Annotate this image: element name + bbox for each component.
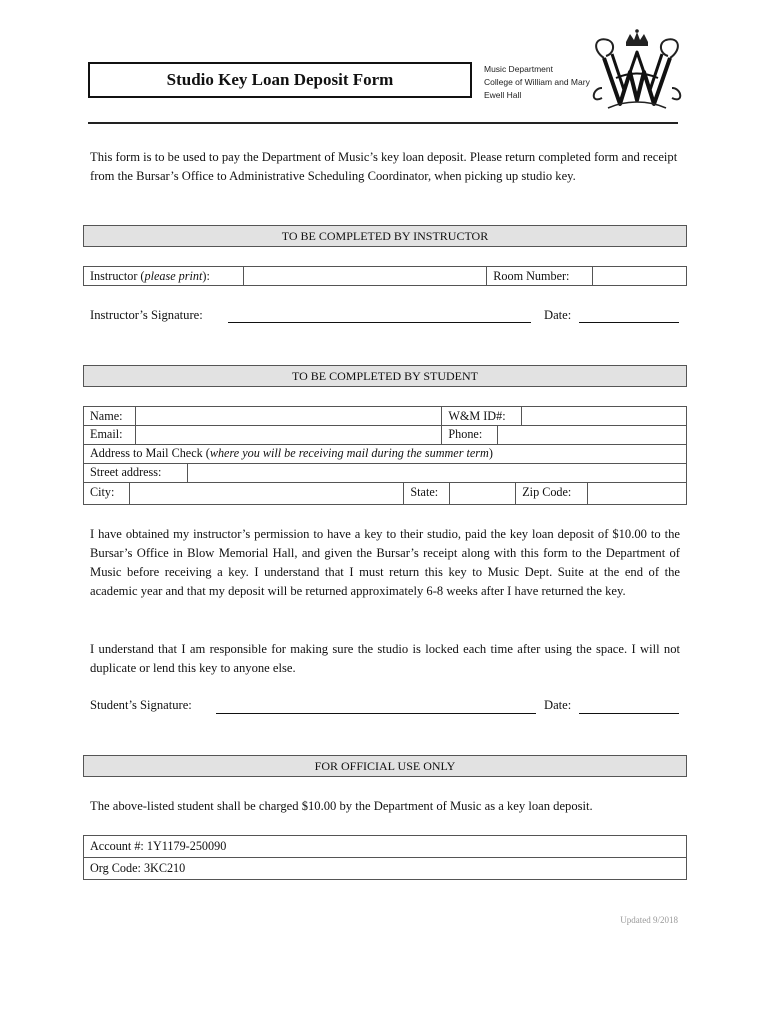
student-signature-label: Student’s Signature: [90,698,192,712]
instructor-signature-label: Instructor’s Signature: [90,308,203,322]
name-label: Name: [84,407,136,426]
dept-line: Ewell Hall [484,90,522,100]
street-field[interactable] [187,463,686,482]
instructor-table [83,266,687,286]
name-field[interactable] [135,407,441,426]
city-field[interactable] [129,482,403,504]
street-label: Street address: [84,463,188,482]
dept-line: College of William and Mary [484,77,590,87]
student-section-heading: TO BE COMPLETED BY STUDENT [83,365,687,387]
official-codes-table [83,835,687,880]
city-state-zip-table [83,482,687,505]
intro-text: This form is to be used to pay the Department of Music’s key loan deposit. Please return completed form and receipt from the Bursar’s Office to Administrative Scheduling Coordinator, when picking up studio key. [90,150,678,183]
department-address [484,63,590,102]
org-code: Org Code: 3KC210 [84,858,687,880]
wm-id-label: W&M ID#: [442,407,522,426]
city-label: City: [84,482,130,504]
instructor-date-label: Date: [544,308,572,322]
email-field[interactable] [135,425,441,444]
wm-id-field[interactable] [522,407,687,426]
address-label: Address to Mail Check (where you will be receiving mail during the summer term) [84,444,687,463]
dept-line: Music Department [484,64,553,74]
updated-date: Updated 9/2018 [620,915,678,925]
street-table [83,463,687,483]
student-contact-table [83,425,687,445]
form-title: Studio Key Loan Deposit Form [88,62,472,98]
phone-field[interactable] [498,425,687,444]
state-label: State: [404,482,450,504]
charge-statement: The above-listed student shall be charged $10.00 by the Department of Music as a key loan deposit. [90,799,593,813]
address-heading-table [83,444,687,464]
zip-field[interactable] [588,482,687,504]
student-date-line[interactable] [579,713,679,714]
student-signature-line[interactable] [216,713,536,714]
william-and-mary-cypher-logo-icon [590,28,684,112]
zip-label: Zip Code: [516,482,588,504]
official-section-heading: FOR OFFICIAL USE ONLY [83,755,687,777]
student-responsibility-paragraph: I understand that I am responsible for making sure the studio is locked each time after using the space. I will not duplicate or lend this key to anyone else. [90,642,680,675]
state-field[interactable] [450,482,516,504]
instructor-signature-line[interactable] [228,322,531,323]
student-info-table [83,406,687,426]
student-date-label: Date: [544,698,572,712]
phone-label: Phone: [442,425,498,444]
header-divider [88,122,678,124]
account-number: Account #: 1Y1179-250090 [84,836,687,858]
instructor-label: Instructor (please print): [84,267,244,286]
room-number-label: Room Number: [487,267,593,286]
room-number-field[interactable] [593,267,687,286]
instructor-name-field[interactable] [243,267,486,286]
email-label: Email: [84,425,136,444]
instructor-section-heading: TO BE COMPLETED BY INSTRUCTOR [83,225,687,247]
instructor-date-line[interactable] [579,322,679,323]
student-agreement-paragraph: I have obtained my instructor’s permission to have a key to their studio, paid the key loan deposit of $10.00 to the Bursar’s Office in Blow Memorial Hall, and given the Bursar’s receipt along with this form to the Department of Music before receiving a key. I understand that I must return this key to Music Dept. Suite at the end of the academic year and that my deposit will be returned approximately 6-8 weeks after I have returned the key. [90,527,680,598]
